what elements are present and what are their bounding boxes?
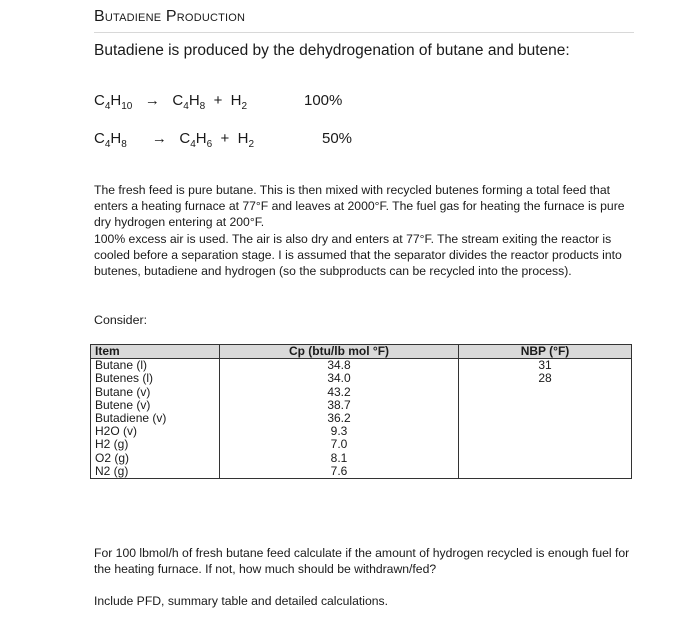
table-row	[91, 452, 632, 465]
cell-cp: 7.6	[220, 465, 459, 479]
header-cp: Cp (btu/lb mol °F)	[220, 345, 459, 359]
reaction-1	[94, 92, 343, 112]
reaction-2	[94, 130, 353, 150]
cell-nbp: 28	[459, 372, 632, 385]
cell-nbp	[459, 438, 632, 451]
instruction-text: Include PFD, summary table and detailed calculations.	[94, 594, 389, 608]
consider-label: Consider:	[94, 313, 148, 327]
table-row	[91, 425, 632, 438]
hydrogen-formula: $H_2$	[230, 92, 248, 112]
header-nbp: NBP (°F)	[459, 345, 632, 359]
cell-cp: 34.0	[220, 372, 459, 385]
hydrogen-formula: $H_2$	[237, 130, 255, 150]
cell-nbp	[459, 465, 632, 479]
cell-item: Butene (v)	[91, 399, 220, 412]
cell-cp: 38.7	[220, 399, 459, 412]
cell-cp: 7.0	[220, 438, 459, 451]
cell-nbp	[459, 412, 632, 425]
product-formula: $C_4H_8$	[172, 92, 206, 112]
cell-item: H2O (v)	[91, 425, 220, 438]
table-row	[91, 412, 632, 425]
cell-cp: 43.2	[220, 386, 459, 399]
cell-cp: 36.2	[220, 412, 459, 425]
product-formula: $C_4H_6$	[179, 130, 213, 150]
cell-nbp	[459, 386, 632, 399]
cell-item: N2 (g)	[91, 465, 220, 479]
properties-table	[90, 344, 632, 479]
header-item: Item	[91, 345, 220, 359]
table-header-row	[91, 345, 632, 359]
table-row	[91, 386, 632, 399]
cell-nbp	[459, 399, 632, 412]
cell-nbp	[459, 425, 632, 438]
reactant-formula: $C_4H_8$	[94, 130, 127, 150]
cell-item: O2 (g)	[91, 452, 220, 465]
page-title: Butadiene Production	[94, 8, 634, 33]
table-row	[91, 359, 632, 373]
conversion-value: 100%	[304, 92, 343, 109]
cell-nbp: 31	[459, 359, 632, 373]
paragraph-feed: The fresh feed is pure butane. This is then mixed with recycled butenes forming a total feed that enters a heating furnace at 77°F and leaves at 2000°F. The fuel gas for heating the furnace is pure dry hydrogen entering at 200°F.	[94, 183, 625, 229]
intro-text: Butadiene is produced by the dehydrogenation of butane and butene:	[94, 42, 570, 59]
cell-item: Butenes (l)	[91, 372, 220, 385]
conversion-value: 50%	[322, 130, 353, 147]
arrow-icon: →	[144, 92, 160, 109]
cell-item: H2 (g)	[91, 438, 220, 451]
table-row	[91, 438, 632, 451]
table-row	[91, 372, 632, 385]
cell-item: Butane (v)	[91, 386, 220, 399]
plus-sign: +	[213, 92, 223, 109]
reactant-formula: $C_4H_{10}$	[94, 92, 133, 112]
cell-nbp	[459, 452, 632, 465]
plus-sign: +	[220, 130, 230, 147]
question-text: For 100 lbmol/h of fresh butane feed calculate if the amount of hydrogen recycled is enough fuel for the heating furnace. If not, how much should be withdrawn/fed?	[94, 546, 630, 576]
cell-cp: 34.8	[220, 359, 459, 373]
table-row	[91, 465, 632, 479]
arrow-icon: →	[151, 130, 167, 147]
cell-item: Butadiene (v)	[91, 412, 220, 425]
table-row	[91, 399, 632, 412]
cell-item: Butane (l)	[91, 359, 220, 373]
cell-cp: 8.1	[220, 452, 459, 465]
paragraph-air: 100% excess air is used. The air is also dry and enters at 77°F. The stream exiting the reactor is cooled before a separation stage. I is assumed that the separator divides the reactor products into butenes, butadiene and hydrogen (so the subproducts can be recycled into the process).	[94, 232, 622, 278]
cell-cp: 9.3	[220, 425, 459, 438]
